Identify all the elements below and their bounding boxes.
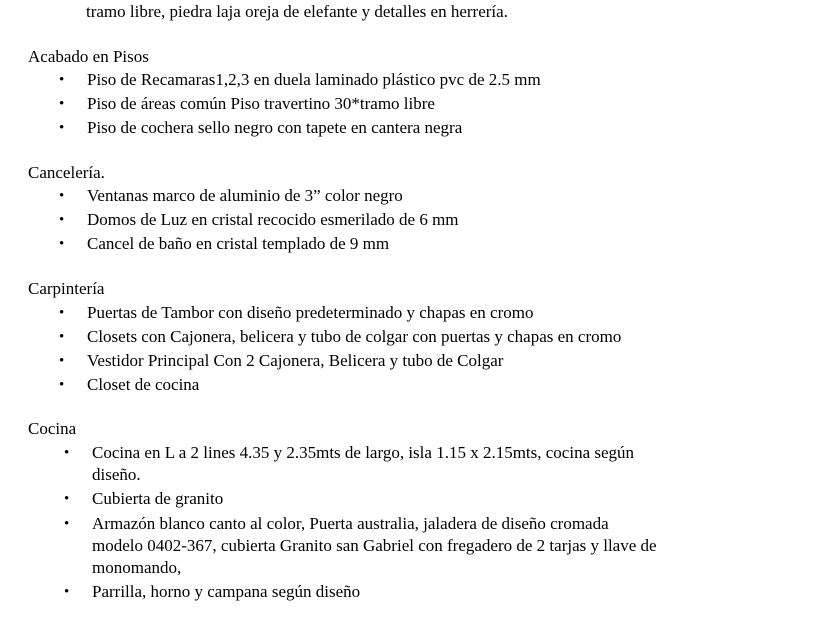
bullet-icon: • bbox=[59, 120, 65, 136]
bullet-icon: • bbox=[64, 491, 70, 507]
section-heading-canceleria: Cancelería. bbox=[28, 163, 105, 182]
list-item-line: Cubierta de granito bbox=[92, 489, 224, 508]
bullet-icon: • bbox=[59, 96, 65, 112]
list-item-line: Armazón blanco canto al color, Puerta australia, jaladera de diseño cromada bbox=[92, 514, 609, 533]
bullet-icon: • bbox=[59, 353, 65, 369]
section-heading-cocina: Cocina bbox=[28, 419, 77, 438]
bullet-icon: • bbox=[64, 445, 70, 461]
list-item-line: diseño. bbox=[92, 465, 141, 484]
intro-continuation: tramo libre, piedra laja oreja de elefante y detalles en herrería. bbox=[86, 2, 508, 21]
bullet-icon: • bbox=[59, 305, 65, 321]
list-item: Vestidor Principal Con 2 Cajonera, Belicera y tubo de Colgar bbox=[87, 351, 504, 370]
section-heading-pisos: Acabado en Pisos bbox=[28, 47, 149, 66]
bullet-icon: • bbox=[59, 72, 65, 88]
list-item-line: Parrilla, horno y campana según diseño bbox=[92, 582, 361, 601]
list-item: Closets con Cajonera, belicera y tubo de colgar con puertas y chapas en cromo bbox=[87, 327, 622, 346]
list-item: Puertas de Tambor con diseño predeterminado y chapas en cromo bbox=[87, 303, 534, 322]
bullet-icon: • bbox=[64, 516, 70, 532]
list-item-line: monomando, bbox=[92, 558, 182, 577]
bullet-icon: • bbox=[59, 236, 65, 252]
bullet-icon: • bbox=[64, 584, 70, 600]
list-item-line: Cocina en L a 2 lines 4.35 y 2.35mts de largo, isla 1.15 x 2.15mts, cocina según bbox=[92, 443, 635, 462]
list-item: Domos de Luz en cristal recocido esmerilado de 6 mm bbox=[87, 210, 459, 229]
list-item: Closet de cocina bbox=[87, 375, 200, 394]
section-heading-carpinteria: Carpintería bbox=[28, 279, 105, 298]
list-item: Ventanas marco de aluminio de 3” color negro bbox=[87, 186, 403, 205]
bullet-icon: • bbox=[59, 377, 65, 393]
bullet-icon: • bbox=[59, 212, 65, 228]
bullet-icon: • bbox=[59, 188, 65, 204]
list-item: Piso de áreas común Piso travertino 30*tramo libre bbox=[87, 94, 435, 113]
list-item: Cancel de baño en cristal templado de 9 mm bbox=[87, 234, 390, 253]
list-item-line: modelo 0402-367, cubierta Granito san Gabriel con fregadero de 2 tarjas y llave de bbox=[92, 536, 657, 555]
list-item: Piso de Recamaras1,2,3 en duela laminado plástico pvc de 2.5 mm bbox=[87, 70, 541, 89]
list-item: Piso de cochera sello negro con tapete en cantera negra bbox=[87, 118, 463, 137]
bullet-icon: • bbox=[59, 329, 65, 345]
